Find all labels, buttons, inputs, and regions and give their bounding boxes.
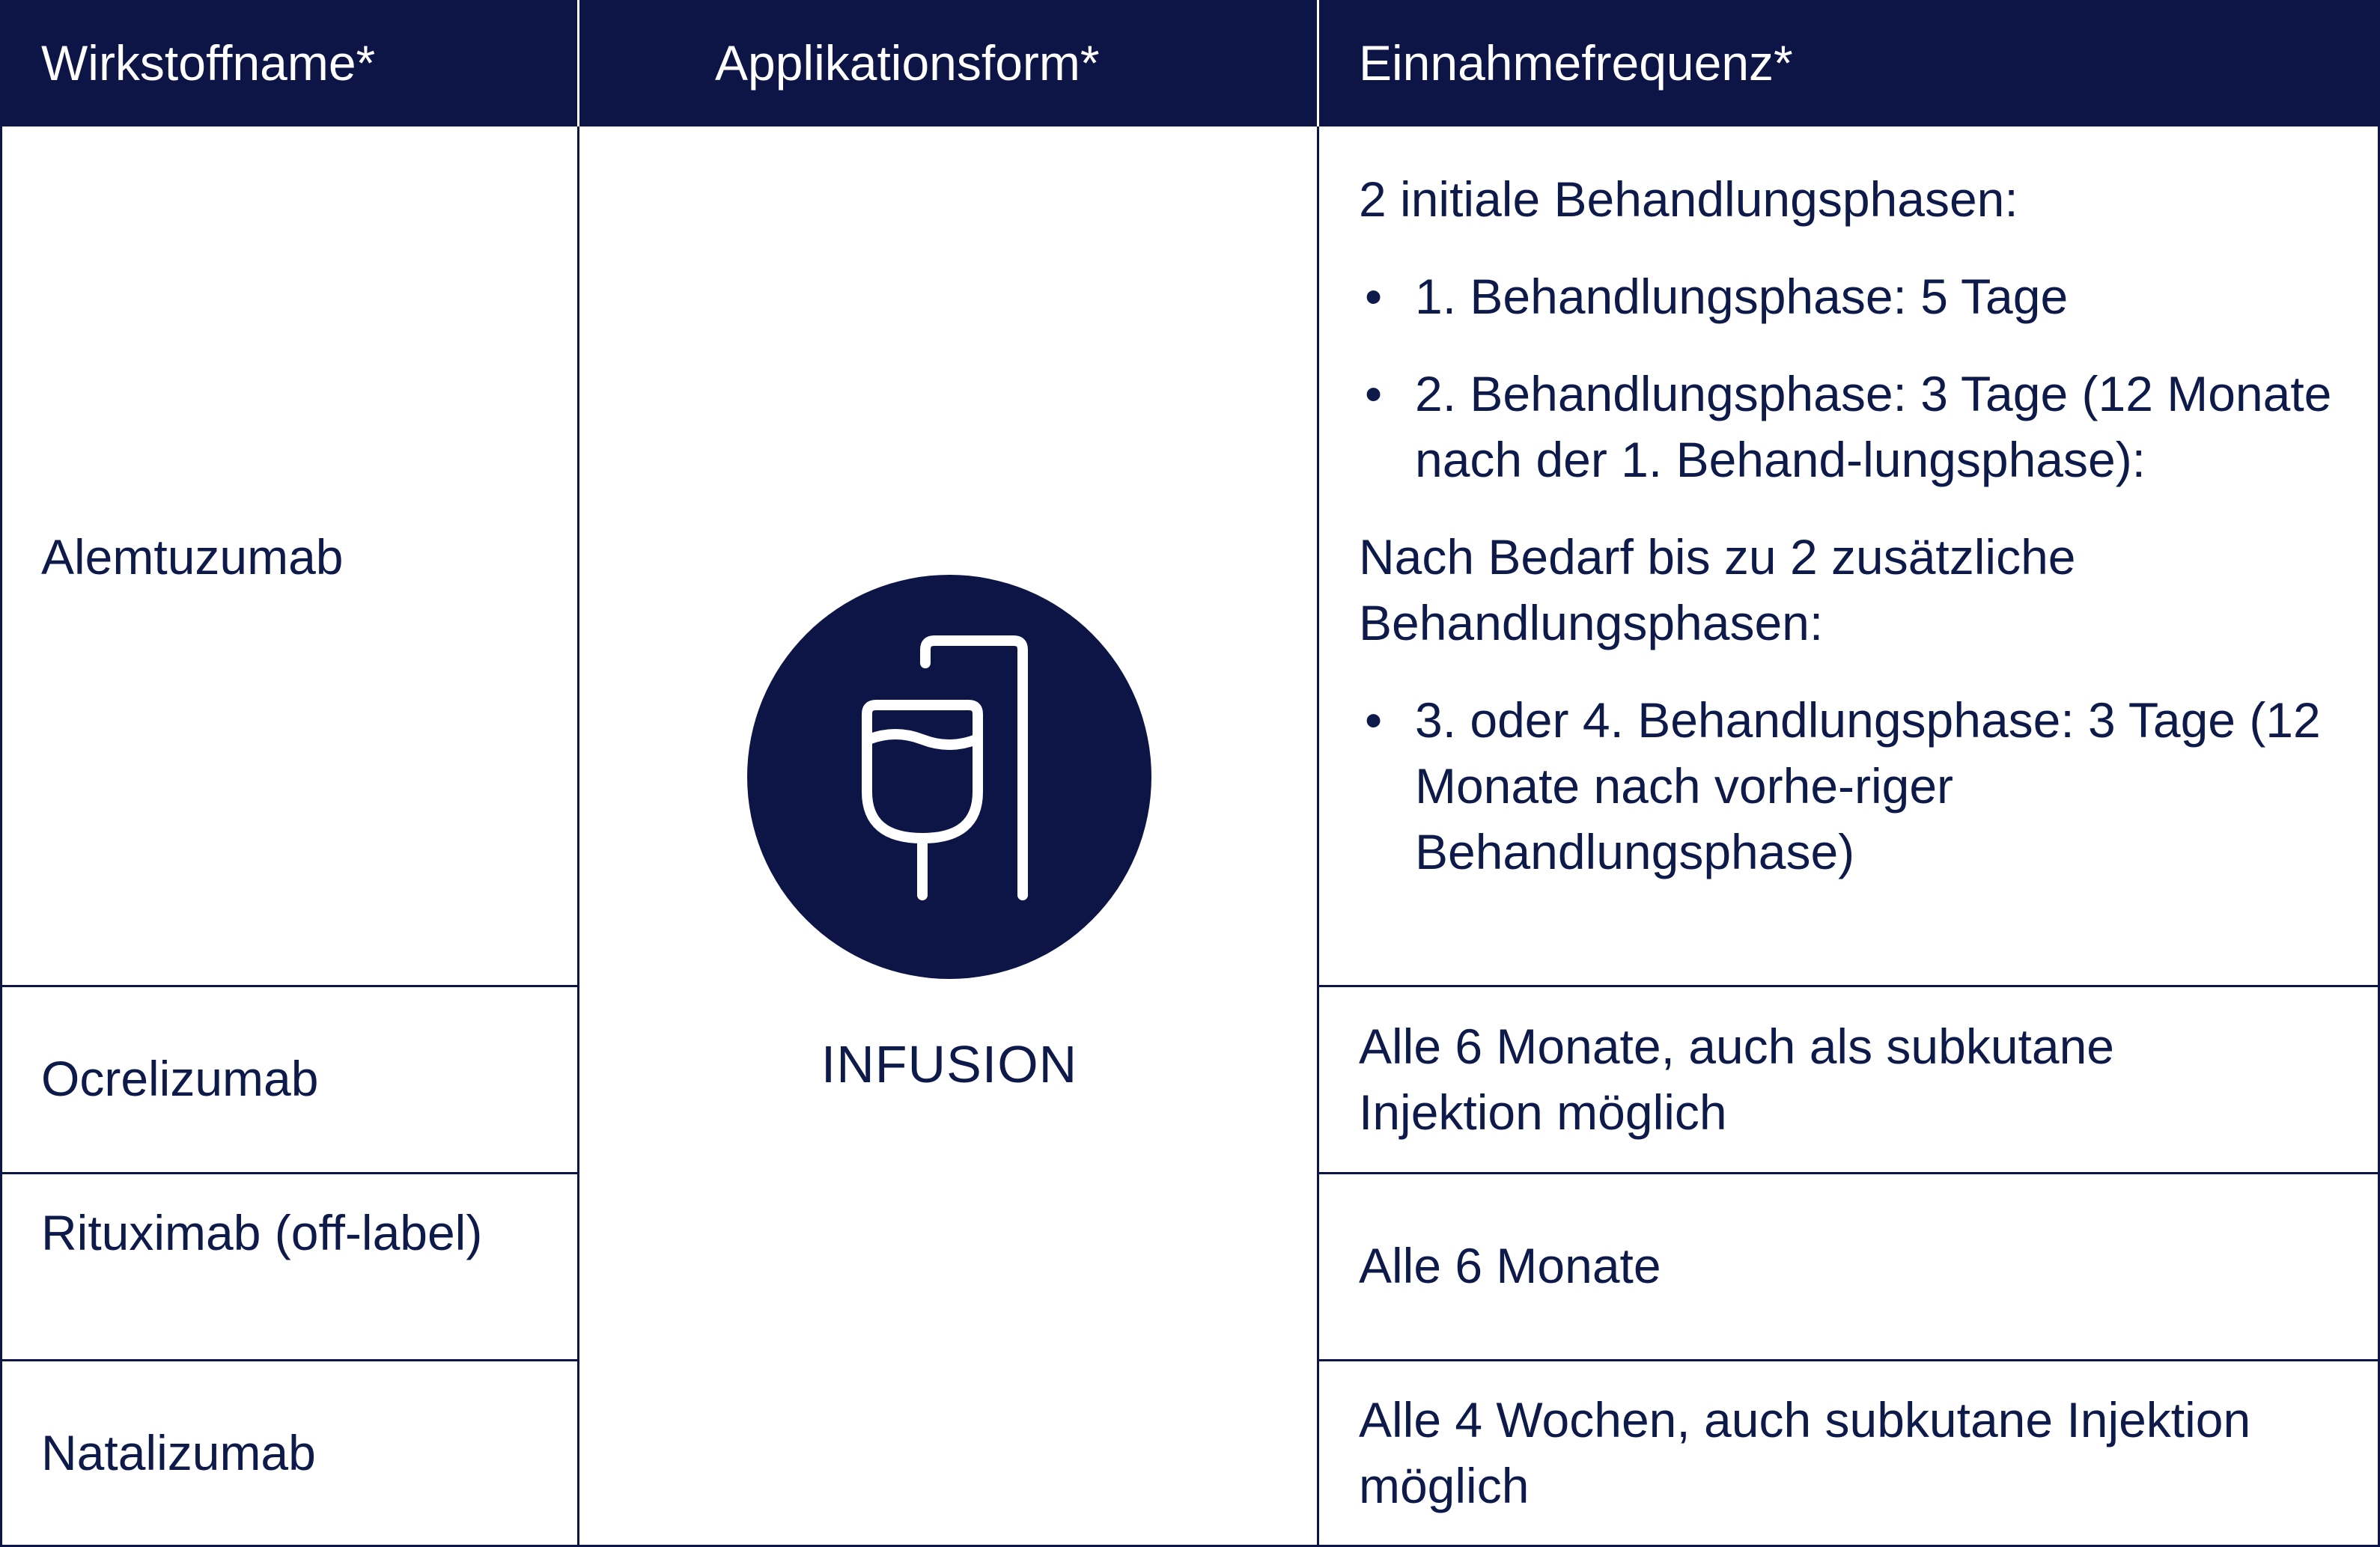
frequency-rituximab: Alle 6 Monate (1359, 1238, 1661, 1293)
row-divider (0, 1172, 579, 1174)
row-divider (0, 1359, 579, 1361)
bullet-icon: • (1365, 366, 1383, 421)
header-einnahmefrequenz: Einnahmefrequenz* (1359, 35, 1793, 91)
drug-name-rituximab: Rituximab (off-label) (41, 1205, 483, 1260)
frequency-intro: 2 initiale Behandlungsphasen: (1359, 171, 2018, 227)
header-applikationsform: Applikationsform* (715, 35, 1100, 91)
drug-name-ocrelizumab: Ocrelizumab (41, 1051, 319, 1106)
frequency-natalizumab: Alle 4 Wochen, auch subkutane Injektion möglich (1359, 1392, 2251, 1513)
list-item (1359, 687, 2347, 885)
application-form-label: INFUSION (821, 1035, 1078, 1093)
bullet-icon: • (1365, 269, 1383, 324)
header-divider (1317, 0, 1319, 126)
column-divider (1317, 126, 1319, 1547)
frequency-ocrelizumab: Alle 6 Monate, auch als subkutane Injektion möglich (1359, 1019, 2114, 1140)
column-divider (577, 126, 579, 1547)
header-wirkstoffname: Wirkstoffname* (41, 35, 376, 91)
row-divider (1317, 985, 2380, 987)
frequency-alemtuzumab (1359, 166, 2347, 885)
list-item-text: 2. Behandlungsphase: 3 Tage (12 Monate nach der 1. Behand-lungsphase): (1415, 366, 2332, 487)
list-item-text: 1. Behandlungsphase: 5 Tage (1415, 269, 2069, 324)
row-divider (0, 985, 579, 987)
row-divider (1317, 1172, 2380, 1174)
list-item (1359, 263, 2347, 329)
header-divider (577, 0, 579, 126)
drug-name-alemtuzumab: Alemtuzumab (41, 529, 344, 585)
frequency-additional: Nach Bedarf bis zu 2 zusätzliche Behandlungsphasen: (1359, 529, 2076, 650)
table-border-left (0, 126, 2, 1547)
list-item (1359, 361, 2347, 492)
bullet-icon: • (1365, 692, 1383, 748)
infusion-bag-icon (747, 575, 1151, 979)
list-item-text: 3. oder 4. Behandlungsphase: 3 Tage (12 Monate nach vorhe-riger Behandlungsphase) (1415, 692, 2321, 879)
row-divider (1317, 1359, 2380, 1361)
drug-name-natalizumab: Natalizumab (41, 1425, 316, 1480)
